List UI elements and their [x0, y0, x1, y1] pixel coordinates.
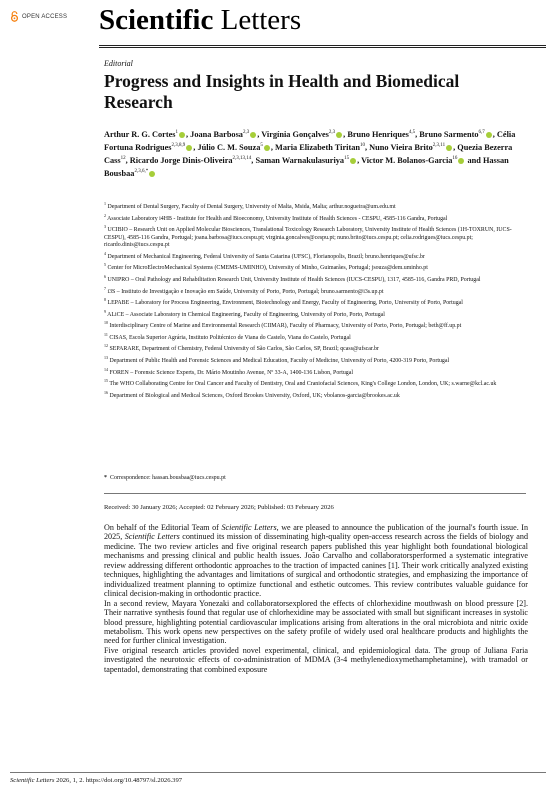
journal-title-bold: Scientific [99, 4, 214, 36]
affiliation-item [104, 200, 524, 212]
affiliation-text: SEPARARE, Department of Chemistry, Federal University of São Carlos, São Carlos, SP, Brazil; qcass@ufscar.br [108, 346, 379, 353]
affiliation-text: Department of Mechanical Engineering, Federal University of Santa Catarina (UFSC), Florianopolis, Brazil; bruno.henriques@ufsc.br [106, 253, 425, 260]
author [261, 130, 343, 139]
author-affiliation-mark: 2,3,6,* [134, 168, 149, 174]
orcid-icon[interactable] [264, 145, 270, 151]
author-name: Maria Elizabeth Tiritan [275, 142, 360, 152]
author-name: Célia Fortuna Rodrigues [104, 129, 516, 152]
orcid-icon[interactable] [486, 132, 492, 138]
body-paragraph-3: Five original research articles provided novel experimental, clinical, and epidemiological data. The group of Juliana Faria investigated the neurotoxic effects of co-administration of MDMA (3-4 methylenedioxymethamphetamine), with tramadol or tapentadol, demonstrating that combined exposure [104, 645, 528, 674]
author-affiliation-mark: 2,3,13,14 [232, 155, 252, 161]
author [361, 156, 465, 165]
body-paragraph-1: On behalf of the Editorial Team of Scientific Letters, we are pleased to announce the publication of the journal's fourth issue. In 2025, Scientific Letters continued its mission of disseminating high-quality open-access research across the fields of biology and medicine. The two review articles and five original research papers published this year highlight both foundational biological mechanisms and pressing clinical and public health issues. João Carvalho and collaboratorsperformed a systematic integrative review addressing different orthodontic approaches to the traction of impacted canines [1]. Their work critically analyzed existing techniques, highlighting the advantages and limitations of surgical and orthodontic strategies, and emphasizing the importance of individualized treatment planning to optimize functional and esthetic outcomes. This review contributes valuable guidance for clinical decision-making in orthodontic practice. [104, 523, 529, 599]
body-paragraph-2: In a second review, Mayara Yonezaki and collaboratorsexplored the effects of chlorhexidine mouthwash on blood pressure [2]. Their narrative synthesis found that regular use of chlorhexidine may be associated with small but significant increases in systolic blood pressure, highlighting potential cardiovascular implications arising from alterations in the oral microbiota and nitric oxide metabolism. This work opens new perspectives on the safety profile of widely used oral healthcare products and highlights the need for further clinical investigation. [104, 598, 528, 646]
article-title: Progress and Insights in Health and Biomedical Research [104, 71, 460, 112]
article-section: Editorial [104, 59, 133, 68]
author [275, 143, 365, 152]
affiliation-item [104, 389, 524, 401]
author [419, 130, 492, 139]
author-affiliation-mark: 1 [175, 130, 179, 135]
affiliation-item [104, 342, 524, 354]
affiliation-item [104, 377, 524, 389]
author [130, 156, 252, 165]
affiliation-number: 7 [104, 285, 106, 291]
author-name: Júlio C. M. Souza [197, 142, 261, 152]
header-rule [99, 45, 546, 46]
author-name: Hassan Bousbaa [104, 155, 509, 178]
author-affiliation-mark: 6,7 [478, 130, 485, 135]
affiliation-number: 6 [104, 274, 106, 279]
orcid-icon[interactable] [250, 132, 256, 138]
author-list: Arthur R. G. Cortes$^1$ , Joana Barbosa$^{2,3}$ , Virgínia Gonçalves$^{2,3}$ , Bruno Henriques$^{4,5}$, Bruno Sarmento$^{6,7}$ , Célia Fortuna Rodrigues$^{2,3,8,9}$ , Júlio C. M. Souza$^5$ , Maria Elizabeth Tiritan$^{10}$, Nuno Vieira Brito$^{2,3,11}$ , Quezia Bezerra Cass$^{12}$, Ricardo Jorge Dinis-Oliveira$^{2,3,13,14}$, Saman Warnakulasuriya$^{15}$ , Victor M. Bolanos-Garcia$^{16}$ and Hassan Bousbaa$^{2,3,6,*}$ [104, 129, 516, 178]
author-affiliation-mark: 10 [360, 142, 365, 148]
affiliation-item [104, 212, 524, 224]
orcid-icon[interactable] [149, 171, 155, 177]
footer-citation: 2026, 1, 2. https://doi.org/10.48797/sl.2026.397 [54, 777, 183, 784]
author-name: Ricardo Jorge Dinis-Oliveira [129, 155, 233, 165]
author-affiliation-mark: 15 [344, 155, 350, 161]
affiliation-number: 15 [104, 378, 108, 384]
received-dates: Received: 30 January 2026; Accepted: 02 February 2026; Published: 03 February 2026 [104, 504, 334, 511]
journal-title [99, 4, 301, 37]
affiliation-item [104, 366, 524, 378]
author-name: Bruno Henriques [347, 129, 409, 139]
author [197, 143, 270, 152]
author-affiliation-mark: 2,3,11 [432, 142, 446, 148]
author-affiliation-mark: 12 [120, 155, 126, 161]
affiliation-text: Interdisciplinary Centre of Marine and Environmental Research (CIIMAR), Faculty of Pharmacy, University of Porto, Porto, Portugal; beth@ff.up.pt [108, 323, 462, 330]
author-name: Joana Barbosa [190, 129, 243, 139]
affiliation-number: 14 [104, 366, 108, 372]
author [369, 143, 453, 152]
affiliation-text: Department of Biological and Medical Sciences, Oxford Brookes University, Oxford, UK; vbolanos-garcia@brookes.ac.uk [108, 392, 400, 399]
journal-title-rest: Letters [213, 4, 302, 36]
affiliation-text: FOREN – Forensic Science Experts, Dr. Mário Moutinho Avenue, Nº 33-A, 1400-136 Lisbon, Portugal [108, 369, 354, 376]
affiliation-item [104, 296, 524, 308]
affiliation-number: 3 [104, 224, 106, 230]
correspondence-text: Correspondence: hassan.bousbaa@iucs.cespu.pt [110, 475, 226, 481]
correspondence: * Correspondence: hassan.bousbaa@iucs.cespu.pt [104, 475, 226, 481]
affiliation-text: UCIBIO – Research Unit on Applied Molecular Biosciences, Translational Toxicology Research Laboratory, University Institute of Health Sciences (1H-TOXRUN, IUCS-CESPU), 4585-116 Gandra, Portugal; joana.barbosa@iucs.cespu.pt; virginia.goncalves@cespu.pt; nuno.brito@iucs.cespu.pt; celia.rodrigues@iucs.cespu.pt; ricardo.dinis@iucs.cespu.pt [104, 227, 512, 249]
affiliation-number: 1 [104, 201, 106, 206]
author [347, 130, 415, 139]
author-affiliation-mark: 2,3 [328, 130, 336, 135]
affiliation-number: 16 [104, 389, 108, 395]
author-affiliation-mark: 2,3,8,9 [171, 142, 186, 148]
affiliation-item [104, 261, 524, 273]
affiliation-number: 9 [104, 308, 106, 314]
affiliation-item [104, 319, 524, 331]
orcid-icon[interactable] [350, 158, 356, 164]
author-name: Virgínia Gonçalves [261, 129, 329, 139]
affiliation-item [104, 250, 524, 262]
orcid-icon[interactable] [446, 145, 452, 151]
affiliation-number: 5 [104, 262, 106, 268]
author [255, 156, 357, 165]
affiliation-text: UNIPRO – Oral Pathology and Rehabilitation Research Unit, University Institute of Health Sciences (IUCS-CESPU), 1317, 4585-116, Gandra PRD, Portugal [106, 276, 481, 283]
open-access-label: OPEN ACCESS [22, 13, 68, 20]
orcid-icon[interactable] [186, 145, 192, 151]
affiliation-number: 4 [104, 250, 106, 256]
orcid-icon[interactable] [179, 132, 185, 138]
orcid-icon[interactable] [336, 132, 342, 138]
author-affiliation-mark: 16 [452, 155, 458, 161]
footer-journal: Scientific Letters [10, 777, 55, 784]
page-footer [10, 777, 182, 784]
header-rule-thin [99, 47, 546, 48]
affiliation-text: ALiCE – Associate Laboratory in Chemical Engineering, Faculty of Engineering, University of Porto, Porto, Portugal [106, 311, 385, 318]
affiliation-text: CISAS, Escola Superior Agrária, Instituto Politécnico de Viana do Castelo, Viana do Castelo, Portugal [107, 334, 351, 341]
author-name: Quezia Bezerra Cass [104, 142, 513, 165]
author-affiliation-mark: 2,3 [242, 130, 250, 135]
affiliation-number: 8 [104, 297, 106, 303]
author [104, 130, 186, 139]
affiliation-list [104, 200, 524, 400]
footer-rule [10, 772, 546, 773]
affiliation-text: Department of Public Health and Forensic Sciences and Medical Education, Faculty of Medicine, University of Porto, 4200-319 Porto, Portugal [108, 357, 450, 364]
affiliation-text: Center for MicroElectroMechanical Systems (CMEMS-UMINHO), University of Minho, Guimarães, Portugal; jsouza@dem.uminho.pt [106, 265, 428, 272]
open-access-badge [10, 11, 67, 22]
author [190, 130, 257, 139]
section-divider [104, 493, 526, 494]
author-affiliation-mark: 4,5 [408, 130, 416, 135]
affiliation-item [104, 308, 524, 320]
affiliation-item [104, 273, 524, 285]
affiliation-number: 2 [104, 212, 106, 218]
affiliation-text: Department of Dental Surgery, Faculty of Dental Surgery, University of Malta, Msida, Malta; arthur.nogueira@um.edu.mt [106, 203, 396, 210]
affiliation-item [104, 285, 524, 297]
orcid-icon[interactable] [458, 158, 464, 164]
affiliation-text: The WHO Collaborating Centre for Oral Cancer and Faculty of Dentistry, Oral and Craniofacial Sciences, King's College London, London, UK; s.warne@kcl.ac.uk [108, 381, 497, 388]
affiliation-text: Associate Laboratory i4HB - Institute for Health and Bioeconomy, University Institute of Health Sciences - CESPU, 4585-116 Gandra, Portugal [106, 215, 448, 222]
affiliation-number: 12 [104, 343, 108, 349]
author-name: Bruno Sarmento [419, 129, 479, 139]
author-name: Saman Warnakulasuriya [255, 155, 345, 165]
affiliation-item [104, 223, 524, 250]
affiliation-number: 13 [104, 354, 108, 360]
affiliation-item [104, 354, 524, 366]
affiliation-item [104, 331, 524, 343]
article-body [104, 523, 528, 674]
author-name: Victor M. Bolanos-Garcia [361, 155, 453, 165]
author-affiliation-mark: 5 [260, 142, 263, 148]
affiliation-number: 10 [104, 320, 108, 326]
affiliation-text: LEPABE – Laboratory for Process Engineering, Environment, Biotechnology and Energy, Faculty of Engineering, Porto, University of Porto, Portugal [106, 300, 463, 307]
author-name: Arthur R. G. Cortes [104, 129, 176, 139]
author-name: Nuno Vieira Brito [369, 142, 433, 152]
open-access-icon [10, 11, 19, 22]
affiliation-number: 11 [104, 331, 108, 337]
affiliation-text: i3S – Instituto de Investigação e Inovação em Saúde, University of Porto, Porto, Portugal; bruno.sarmento@i3s.up.pt [106, 288, 384, 295]
